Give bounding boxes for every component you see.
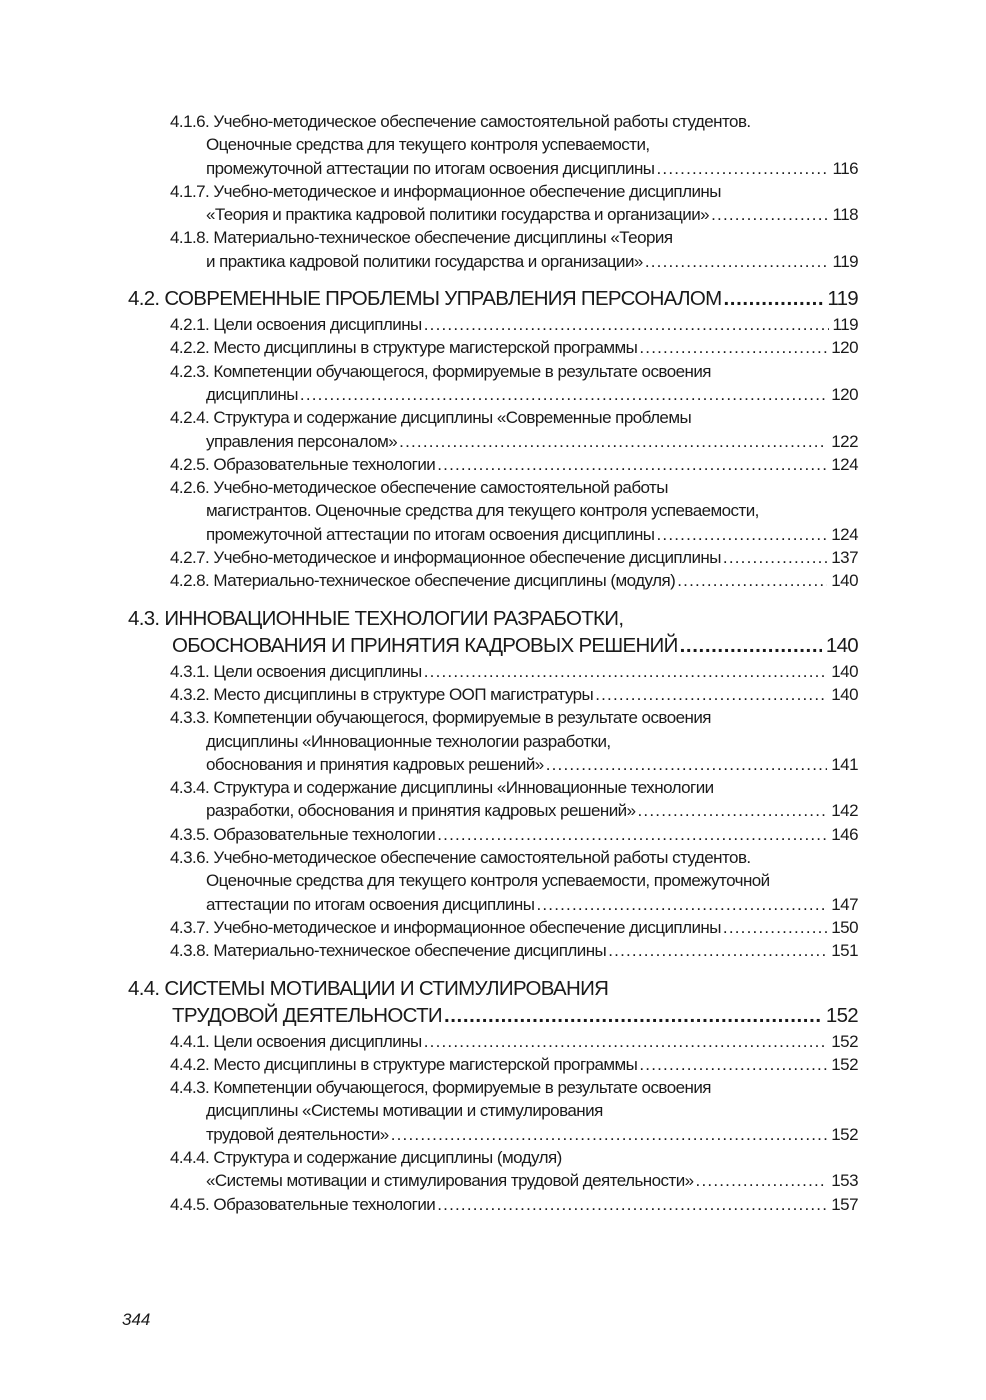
toc-line — [170, 226, 858, 249]
toc-line — [170, 180, 858, 203]
toc-line — [128, 632, 858, 659]
toc-entry-title: 4.3.6. Учебно-методическое обеспечение самостоятельной работы студентов. — [170, 848, 751, 868]
leader-dots — [639, 336, 827, 359]
toc-line — [170, 1123, 858, 1146]
leader-dots — [595, 683, 827, 706]
leader-dots — [677, 569, 827, 592]
toc-entry-title: 4.1.6. Учебно-методическое обеспечение самостоятельной работы студентов. — [170, 112, 751, 131]
toc-entry-title: 4.3.5. Образовательные технологии — [170, 824, 436, 844]
toc-entry[interactable] — [170, 846, 858, 916]
toc-line — [170, 893, 858, 916]
toc-entry-title: 4.4.5. Образовательные технологии — [170, 1194, 436, 1214]
toc-entry-title: 4.3.4. Структура и содержание дисциплины «Инновационные технологии — [170, 778, 714, 798]
toc-entry[interactable] — [170, 476, 858, 546]
toc-line — [170, 823, 858, 846]
toc-page-number: 141 — [831, 754, 858, 774]
toc-entry[interactable] — [170, 776, 858, 823]
toc-entry[interactable] — [170, 110, 858, 180]
leader-dots — [437, 823, 827, 846]
toc-line — [170, 1030, 858, 1053]
leader-dots — [656, 157, 828, 180]
toc-entry-title: 4.3.7. Учебно-методическое и информационное обеспечение дисциплины — [170, 917, 721, 937]
toc-page-number: 116 — [832, 158, 858, 178]
toc-entry-title: 4.2.1. Цели освоения дисциплины — [170, 315, 422, 335]
leader-dots — [424, 1030, 828, 1053]
toc-entry-title: Оценочные средства для текущего контроля успеваемости, — [206, 135, 650, 155]
toc-line — [170, 523, 858, 546]
toc-line — [170, 1099, 858, 1122]
toc-line — [170, 753, 858, 776]
toc-line — [170, 869, 858, 892]
toc-page-number: 152 — [831, 1124, 858, 1144]
toc-entry-title: 4.2.5. Образовательные технологии — [170, 454, 436, 474]
leader-dots — [723, 916, 827, 939]
toc-line — [170, 110, 858, 133]
toc-page-number: 137 — [831, 548, 858, 568]
toc-page-number: 120 — [831, 338, 858, 358]
toc-line — [170, 776, 858, 799]
toc-entry-title: аттестации по итогам освоения дисциплины — [206, 894, 535, 914]
toc-entry-title: обоснования и принятия кадровых решений» — [206, 754, 544, 774]
leader-dots — [300, 383, 827, 406]
leader-dots — [424, 660, 828, 683]
toc-entry[interactable] — [170, 1193, 858, 1216]
toc-line — [170, 706, 858, 729]
toc-line — [128, 975, 858, 1002]
toc-page-number: 124 — [831, 524, 858, 544]
toc-entry[interactable] — [170, 660, 858, 683]
toc-page-number: 152 — [831, 1031, 858, 1051]
toc-line — [170, 453, 858, 476]
toc-line — [170, 499, 858, 522]
toc-line — [170, 1146, 858, 1169]
toc-entry-title: 4.1.8. Материально-техническое обеспечение дисциплины «Теория — [170, 228, 673, 248]
leader-dots — [399, 430, 827, 453]
toc-page-number: 147 — [831, 894, 858, 914]
leader-dots — [444, 1002, 822, 1029]
leader-dots — [723, 285, 823, 312]
toc-page-number: 146 — [831, 824, 858, 844]
toc-section-heading[interactable] — [128, 605, 858, 659]
toc-line — [170, 846, 858, 869]
toc-line — [170, 406, 858, 429]
page-number: 344 — [122, 1310, 151, 1329]
toc-page-number: 153 — [831, 1171, 858, 1191]
toc-entry[interactable] — [170, 453, 858, 476]
leader-dots — [437, 1193, 827, 1216]
leader-dots — [696, 1169, 828, 1192]
toc-entry-title: дисциплины — [206, 384, 298, 404]
toc-entry-title: 4.3.3. Компетенции обучающегося, формируемые в результате освоения — [170, 708, 711, 728]
toc-line — [128, 285, 858, 312]
toc-entry-title: 4.2. СОВРЕМЕННЫЕ ПРОБЛЕМЫ УПРАВЛЕНИЯ ПЕРСОНАЛОМ — [128, 287, 722, 311]
toc-entry-title: ТРУДОВОЙ ДЕЯТЕЛЬНОСТИ — [172, 1003, 442, 1027]
leader-dots — [639, 1053, 827, 1076]
toc-entry[interactable] — [170, 360, 858, 407]
toc-page-number: 140 — [831, 661, 858, 681]
toc-page-number: 119 — [827, 287, 858, 311]
toc-line — [170, 546, 858, 569]
toc-entry[interactable] — [170, 313, 858, 336]
toc-entry-title: 4.3.1. Цели освоения дисциплины — [170, 661, 422, 681]
toc-line — [128, 1002, 858, 1029]
toc-line — [170, 133, 858, 156]
toc-section-heading[interactable] — [128, 975, 858, 1029]
leader-dots — [546, 753, 828, 776]
leader-dots — [608, 939, 827, 962]
leader-dots — [391, 1123, 828, 1146]
leader-dots — [424, 313, 829, 336]
toc-entry[interactable] — [170, 1076, 858, 1146]
leader-dots — [680, 632, 822, 659]
toc-line — [170, 1076, 858, 1099]
toc-entry-title: промежуточной аттестации по итогам освоения дисциплины — [206, 158, 655, 178]
toc-entry-title: 4.3. ИННОВАЦИОННЫЕ ТЕХНОЛОГИИ РАЗРАБОТКИ, — [128, 606, 624, 630]
toc-entry[interactable] — [170, 1053, 858, 1076]
toc-line — [170, 683, 858, 706]
toc-page-number: 140 — [825, 633, 858, 657]
toc-entry-title: дисциплины «Системы мотивации и стимулирования — [206, 1101, 603, 1121]
toc-entry-title: 4.4.1. Цели освоения дисциплины — [170, 1031, 422, 1051]
toc-line — [170, 730, 858, 753]
toc-page-number: 120 — [831, 384, 858, 404]
toc-entry[interactable] — [170, 683, 858, 706]
toc-entry[interactable] — [170, 823, 858, 846]
toc-entry[interactable] — [170, 406, 858, 453]
toc-page-number: 142 — [831, 801, 858, 821]
toc-entry-title: 4.2.8. Материально-техническое обеспечение дисциплины (модуля) — [170, 571, 676, 591]
toc-entry[interactable] — [170, 569, 858, 592]
toc-page-number: 150 — [831, 917, 858, 937]
toc-section-heading[interactable] — [128, 285, 858, 312]
toc-line — [170, 250, 858, 273]
toc-page-number: 118 — [832, 205, 858, 225]
toc-entry-title: ОБОСНОВАНИЯ И ПРИНЯТИЯ КАДРОВЫХ РЕШЕНИЙ — [172, 633, 678, 657]
leader-dots — [638, 799, 828, 822]
toc-line — [170, 203, 858, 226]
leader-dots — [645, 250, 829, 273]
toc-line — [170, 313, 858, 336]
toc-line — [170, 660, 858, 683]
toc-entry-title: дисциплины «Инновационные технологии разработки, — [206, 731, 611, 751]
toc-entry[interactable] — [170, 336, 858, 359]
toc-page-number: 157 — [831, 1194, 858, 1214]
toc-entry-title: «Системы мотивации и стимулирования трудовой деятельности» — [206, 1171, 694, 1191]
toc-page-number: 124 — [831, 454, 858, 474]
toc-entry-title: 4.2.4. Структура и содержание дисциплины «Современные проблемы — [170, 408, 692, 428]
toc-entry-title: 4.2.3. Компетенции обучающегося, формируемые в результате освоения — [170, 361, 711, 381]
toc-entry-title: 4.3.8. Материально-техническое обеспечение дисциплины — [170, 941, 607, 961]
toc-line — [170, 383, 858, 406]
toc-line — [170, 360, 858, 383]
toc-entry-title: 4.4.3. Компетенции обучающегося, формируемые в результате освоения — [170, 1078, 711, 1098]
toc-entry[interactable] — [170, 916, 858, 939]
toc-line — [170, 476, 858, 499]
toc-page-number: 151 — [831, 941, 858, 961]
toc-line — [170, 1169, 858, 1192]
toc-entry-title: 4.4.4. Структура и содержание дисциплины (модуля) — [170, 1147, 562, 1167]
toc-page-number: 152 — [831, 1054, 858, 1074]
toc-entry-title: промежуточной аттестации по итогам освоения дисциплины — [206, 524, 655, 544]
leader-dots — [711, 203, 828, 226]
toc-entry[interactable] — [170, 1146, 858, 1193]
toc-entry-title: 4.3.2. Место дисциплины в структуре ООП магистратуры — [170, 684, 594, 704]
toc-line — [170, 916, 858, 939]
toc-line — [170, 336, 858, 359]
toc-entry-title: Оценочные средства для текущего контроля успеваемости, промежуточной — [206, 871, 770, 891]
toc-page-number: 152 — [825, 1003, 858, 1027]
toc-entry-title: 4.4.2. Место дисциплины в структуре магистерской программы — [170, 1054, 638, 1074]
leader-dots — [723, 546, 827, 569]
toc-line — [170, 939, 858, 962]
toc-entry-title: 4.4. СИСТЕМЫ МОТИВАЦИИ И СТИМУЛИРОВАНИЯ — [128, 976, 609, 1000]
leader-dots — [437, 453, 827, 476]
table-of-contents — [0, 110, 986, 1216]
toc-line — [128, 605, 858, 632]
toc-entry[interactable] — [170, 226, 858, 273]
toc-entry-title: и практика кадровой политики государства и организации» — [206, 251, 643, 271]
toc-entry-title: 4.2.2. Место дисциплины в структуре магистерской программы — [170, 338, 638, 358]
leader-dots — [536, 893, 827, 916]
toc-line — [170, 799, 858, 822]
toc-entry-title: 4.2.6. Учебно-методическое обеспечение самостоятельной работы — [170, 478, 668, 498]
toc-entry-title: трудовой деятельности» — [206, 1124, 389, 1144]
toc-entry[interactable] — [170, 546, 858, 569]
toc-line — [170, 1193, 858, 1216]
toc-line — [170, 569, 858, 592]
toc-page-number: 119 — [832, 315, 858, 335]
toc-line — [170, 157, 858, 180]
toc-entry-title: магистрантов. Оценочные средства для текущего контроля успеваемости, — [206, 501, 759, 521]
toc-entry-title: разработки, обоснования и принятия кадровых решений» — [206, 801, 636, 821]
toc-entry[interactable] — [170, 706, 858, 776]
leader-dots — [656, 523, 827, 546]
toc-entry[interactable] — [170, 939, 858, 962]
toc-page-number: 119 — [832, 251, 858, 271]
toc-entry-title: управления персоналом» — [206, 431, 398, 451]
toc-entry-title: 4.1.7. Учебно-методическое и информационное обеспечение дисциплины — [170, 181, 721, 201]
toc-page-number: 140 — [831, 684, 858, 704]
toc-entry[interactable] — [170, 180, 858, 227]
toc-line — [170, 430, 858, 453]
toc-line — [170, 1053, 858, 1076]
toc-page-number: 122 — [831, 431, 858, 451]
toc-page-number: 140 — [831, 571, 858, 591]
toc-entry-title: «Теория и практика кадровой политики государства и организации» — [206, 205, 710, 225]
toc-entry-title: 4.2.7. Учебно-методическое и информационное обеспечение дисциплины — [170, 548, 721, 568]
toc-entry[interactable] — [170, 1030, 858, 1053]
